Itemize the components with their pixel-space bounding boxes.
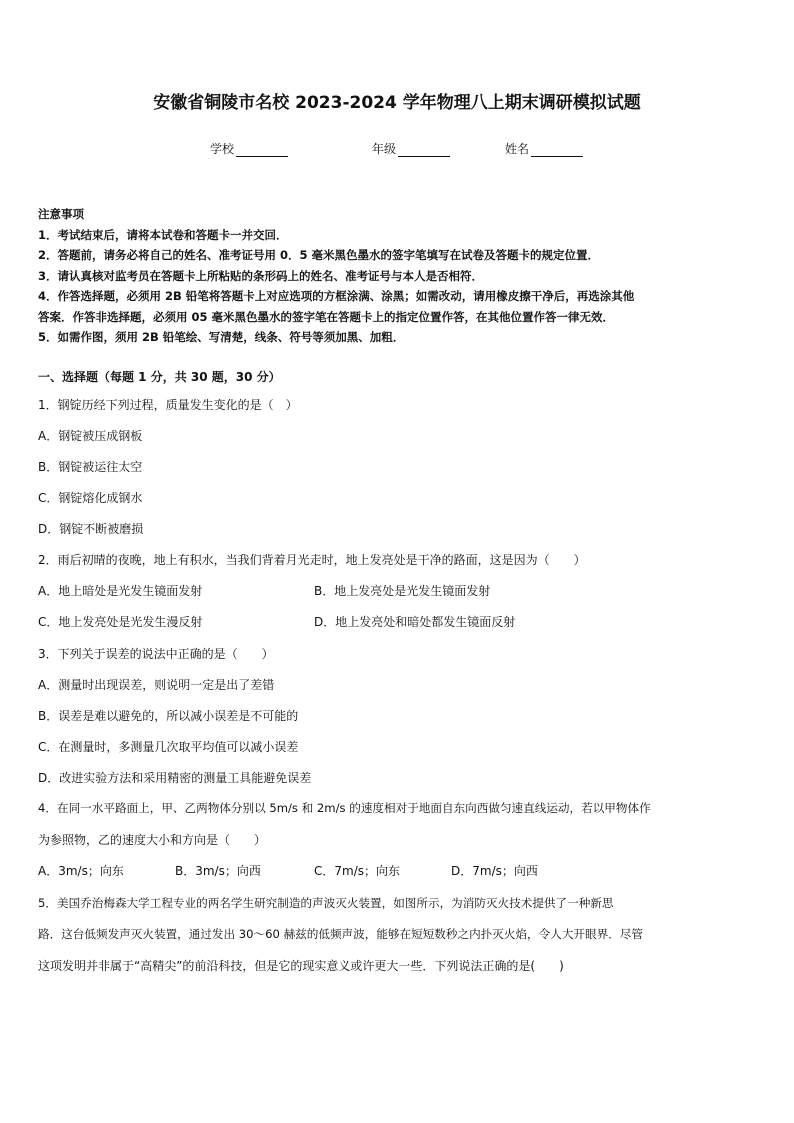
question-1-option-a: A．钢锭被压成钢板 (38, 429, 143, 443)
question-2-option-a: A．地上暗处是光发生镜面发射 (38, 584, 203, 598)
question-5-line-3: 这项发明并非属于“高精尖”的前沿科技，但是它的现实意义或许更大一些．下列说法正确的是( ) (38, 959, 564, 973)
question-2-stem: 2．雨后初晴的夜晚，地上有积水，当我们背着月光走时，地上发亮处是干净的路面，这是因为（ ） (38, 553, 586, 567)
question-4-stem-line-2: 为参照物，乙的速度大小和方向是（ ） (38, 833, 267, 847)
note-item: 4．作答选择题，必须用 2B 铅笔将答题卡上对应选项的方框涂满、涂黑；如需改动，请用橡皮擦干净后，再选涂其他 (38, 289, 635, 303)
note-item: 2．答题前，请务必将自己的姓名、准考证号用 0．5 毫米黑色墨水的签字笔填写在试卷及答题卡的规定位置． (38, 248, 600, 262)
section-title: 一、选择题（每题 1 分，共 30 题，30 分） (38, 370, 281, 384)
school-blank (236, 143, 288, 157)
name-field (505, 140, 583, 157)
question-1-option-b: B．钢锭被运往太空 (38, 460, 143, 474)
question-5-line-2: 路．这台低频发声灭火装置，通过发出 30～60 赫兹的低频声波，能够在短短数秒之内扑灭火焰，令人大开眼界．尽管 (38, 927, 643, 941)
grade-label: 年级 (372, 142, 397, 156)
question-3-option-b: B．误差是难以避免的，所以减小误差是不可能的 (38, 709, 299, 723)
question-1-option-d: D．钢锭不断被磨损 (38, 522, 144, 536)
name-label: 姓名 (505, 142, 530, 156)
notes-block (38, 204, 762, 348)
question-4-option-d: D．7m/s；向西 (451, 864, 538, 878)
question-2-option-d: D．地上发亮处和暗处都发生镜面反射 (314, 615, 516, 629)
name-blank (531, 143, 583, 157)
question-4-option-c: C．7m/s；向东 (314, 864, 400, 878)
grade-field (372, 140, 450, 157)
question-1-option-c: C．钢锭熔化成钢水 (38, 491, 143, 505)
question-4-option-b: B．3m/s；向西 (175, 864, 261, 878)
page-title: 安徽省铜陵市名校 2023-2024 学年物理八上期末调研模拟试题 (153, 93, 641, 113)
question-5-line-1: 5．美国乔治梅森大学工程专业的两名学生研究制造的声波灭火装置，如图所示，为消防灭火技术提供了一种新思 (38, 896, 614, 910)
notes-heading: 注意事项 (38, 207, 84, 221)
question-3-option-c: C．在测量时，多测量几次取平均值可以减小误差 (38, 740, 299, 754)
note-item: 3．请认真核对监考员在答题卡上所粘贴的条形码上的姓名、准考证号与本人是否相符． (38, 268, 483, 283)
note-item: 1．考试结束后，请将本试卷和答题卡一并交回． (38, 227, 288, 242)
question-3-option-d: D．改进实验方法和采用精密的测量工具能避免误差 (38, 771, 312, 785)
question-2-option-b: B．地上发亮处是光发生镜面发射 (314, 584, 491, 598)
question-3-option-a: A．测量时出现误差，则说明一定是出了差错 (38, 678, 275, 692)
note-item: 5．如需作图，须用 2B 铅笔绘、写清楚，线条、符号等须加黑、加粗． (38, 330, 405, 344)
question-3-stem: 3．下列关于误差的说法中正确的是（ ） (38, 647, 274, 661)
school-label: 学校 (210, 142, 235, 156)
question-4-option-a: A．3m/s；向东 (38, 864, 124, 878)
note-item: 答案．作答非选择题，必须用 05 毫米黑色墨水的签字笔在答题卡上的指定位置作答，在其他位置作答一律无效． (38, 309, 615, 324)
question-4-stem-line-1: 4．在同一水平路面上，甲、乙两物体分别以 5m/s 和 2m/s 的速度相对于地面自东向西做匀速直线运动，若以甲物体作 (38, 801, 651, 815)
school-field (210, 140, 288, 157)
student-info-row (0, 140, 794, 158)
question-1-stem: 1．钢锭历经下列过程，质量发生变化的是（ ） (38, 398, 298, 412)
grade-blank (398, 143, 450, 157)
question-2-option-c: C．地上发亮处是光发生漫反射 (38, 615, 203, 629)
